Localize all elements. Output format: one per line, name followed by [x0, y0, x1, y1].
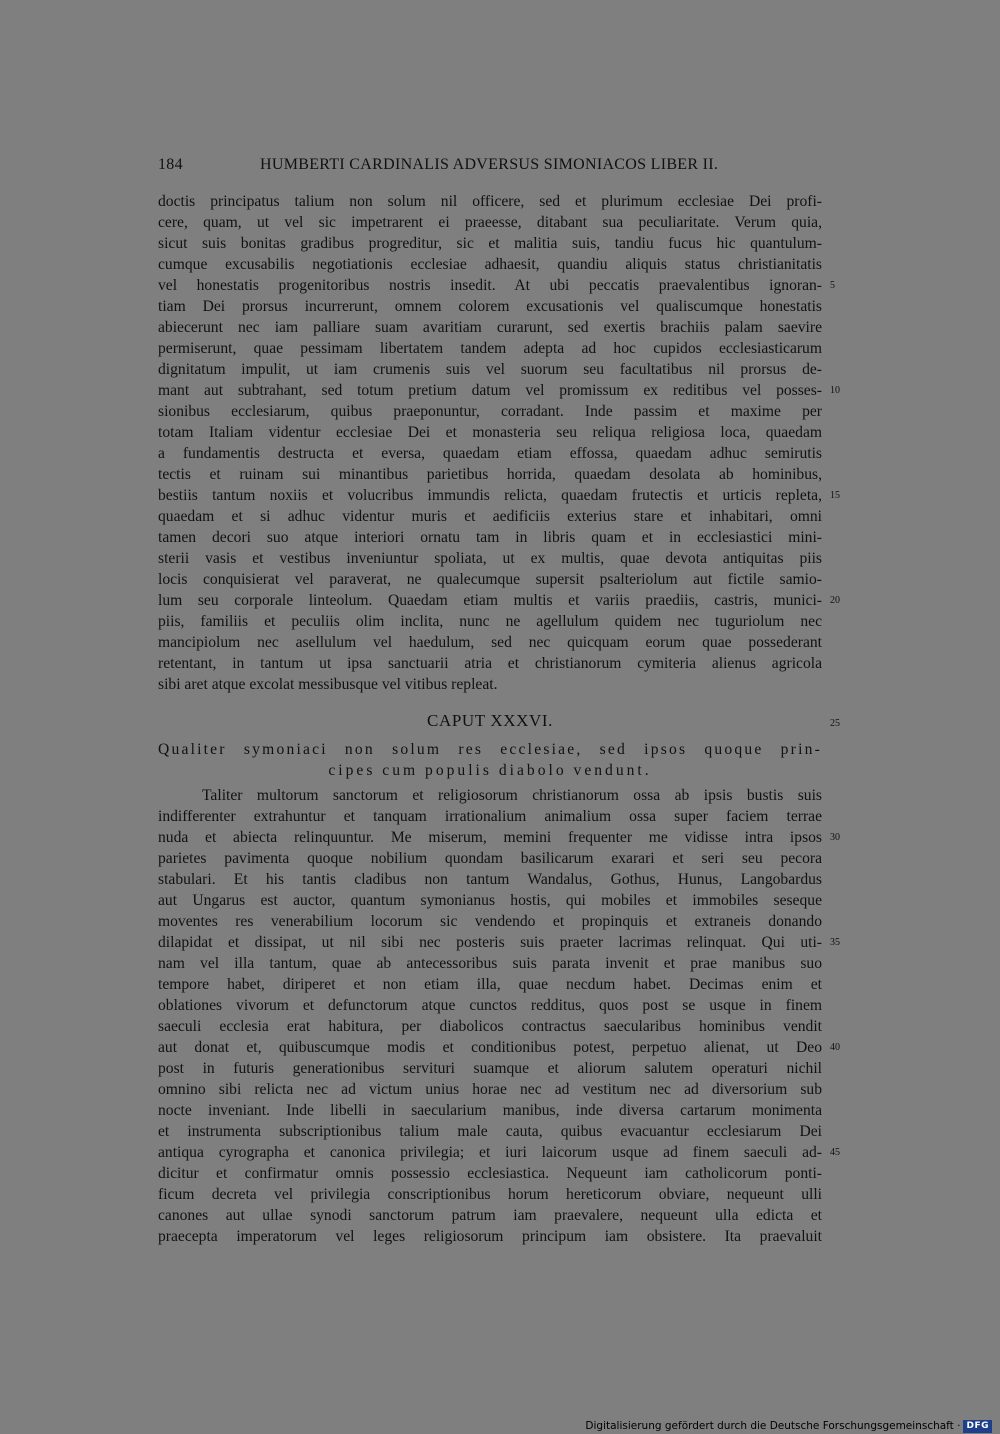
line-number: 35 [830, 937, 840, 948]
text-line: retentant, in tantum ut ipsa sanctuarii atria et christianorum cymiteria alienus agricola [158, 655, 822, 672]
text-line: indifferenter extrahuntur et tanquam irrationalium animalium ossa super faciem terrae [158, 808, 822, 825]
line-number: 40 [830, 1042, 840, 1053]
line-number: 15 [830, 490, 840, 501]
text-line: nocte inveniant. Inde libelli in saecularium manibus, inde diversa cartarum monimenta [158, 1102, 822, 1119]
text-line: abiecerunt nec iam palliare suam avaritiam curarunt, sed exertis brachiis palam saevire [158, 319, 822, 336]
line-number: 10 [830, 385, 840, 396]
chapter-subtitle: Qualiter symoniaci non solum res ecclesiae, sed ipsos quoque prin- [158, 741, 822, 758]
line-number: 30 [830, 832, 840, 843]
text-line: moventes res venerabilium locorum sic vendendo et propinquis et extraneis donando [158, 913, 822, 930]
text-line: doctis principatus talium non solum nil officere, sed et plurimum ecclesiae Dei profi- [158, 193, 822, 210]
text-line: parietes pavimenta quoque nobilium quondam basilicarum exarari et seri seu pecora [158, 850, 822, 867]
line-number: 20 [830, 595, 840, 606]
text-line: cumque excusabilis negotiationis ecclesiae adhaesit, quandiu aliquis status christianitatis [158, 256, 822, 273]
text-line: nuda et abiecta relinquuntur. Me miserum, memini frequenter me vidisse intra ipsos [158, 829, 822, 846]
text-line: a fundamentis destructa et eversa, quaedam etiam effossa, quaedam adhuc semirutis [158, 445, 822, 462]
text-line: saeculi ecclesia erat habitura, per diabolicos contractus saecularibus hominibus vendit [158, 1018, 822, 1035]
text-line: totam Italiam videntur ecclesiae Dei et monasteria seu reliqua religiosa loca, quaedam [158, 424, 822, 441]
text-line: sionibus ecclesiarum, quibus praeponuntur, corradant. Inde passim et maxime per [158, 403, 822, 420]
text-line: tamen decori suo atque interiori ornatu tam in libris quam et in ecclesiastici mini- [158, 529, 822, 546]
text-line: ficum decreta vel privilegia conscriptionibus horum hereticorum obviare, nequeunt ulli [158, 1186, 822, 1203]
text-line: nam vel illa tantum, quae ab antecessoribus suis parata invenit et prae manibus suo [158, 955, 822, 972]
text-line: dicitur et confirmatur omnis possessio ecclesiastica. Nequeunt iam catholicorum ponti- [158, 1165, 822, 1182]
text-line: Taliter multorum sanctorum et religiosorum christianorum ossa ab ipsis bustis suis [202, 787, 822, 804]
text-line: permiserunt, quae pessimam libertatem tandem adepta ad hoc cupidos ecclesiasticarum [158, 340, 822, 357]
text-line: tempore habet, diriperet et non etiam illa, quae necdum habet. Decimas enim et [158, 976, 822, 993]
text-line: post in futuris generationibus servituri suamque et aliorum salutem operaturi nichil [158, 1060, 822, 1077]
page-number: 184 [158, 156, 183, 173]
text-line: antiqua cyrographa et canonica privilegia; et iuri laicorum usque ad finem saeculi ad- [158, 1144, 822, 1161]
chapter-subtitle: cipes cum populis diabolo vendunt. [328, 762, 652, 779]
text-line: bestiis tantum noxiis et volucribus immundis relicta, quaedam frutectis et urticis repleta, [158, 487, 822, 504]
text-line: locis conquisierat vel paraverat, ne qualecumque supersit psalteriolum aut fictile samio- [158, 571, 822, 588]
text-line: sterii vasis et vestibus inveniuntur spoliata, ut ex multis, quae devota antiquitas piis [158, 550, 822, 567]
text-line: mancipiolum nec asellulum vel haedulum, sed nec quicquam eorum quae possederant [158, 634, 822, 651]
text-line: tectis et ruinam sui minantibus parietibus horrida, quaedam desolata ab hominibus, [158, 466, 822, 483]
text-line: aut Ungarus est auctor, quantum symonianus hostis, qui mobiles et immobiles seseque [158, 892, 822, 909]
text-line: mant aut subtrahant, sed totum pretium datum vel promissum ex reditibus vel posses- [158, 382, 822, 399]
text-line: tiam Dei prorsus incurrerunt, omnem colorem excusationis vel qualiscumque honestatis [158, 298, 822, 315]
text-line: sicut suis bonitas gradibus progreditur, sic et malitia suis, tandiu fucus hic quantulum- [158, 235, 822, 252]
text-line: canones aut ullae synodi sanctorum patrum iam praevalere, nequeunt ulla edicta et [158, 1207, 822, 1224]
page-header [158, 156, 822, 178]
text-line: vel honestatis progenitoribus nostris insedit. At ubi peccatis praevalentibus ignoran- [158, 277, 822, 294]
text-line: omnino sibi relicta nec ad victum unius horae nec ad vestitum nec ad diversorium sub [158, 1081, 822, 1098]
text-line: sibi aret atque excolat messibusque vel vitibus repleat. [158, 676, 498, 693]
text-line: cere, quam, ut vel sic impetrarent ei praeesse, ditabant sua peculiaritate. Verum quia, [158, 214, 822, 231]
footer-credit [585, 1418, 992, 1434]
text-line: praecepta imperatorum vel leges religiosorum principum iam obsistere. Ita praevaluit [158, 1228, 822, 1245]
text-line: lum seu corporale linteolum. Quaedam etiam multis et variis praediis, castris, munici- [158, 592, 822, 609]
text-line: et instrumenta subscriptionibus talium male cauta, quibus evacuantur ecclesiarum Dei [158, 1123, 822, 1140]
text-line: quaedam et si adhuc videntur muris et aedificiis exterius stare et inhabitari, omni [158, 508, 822, 525]
text-line: stabulari. Et his tantis cladibus non tantum Wandalus, Gothus, Hunus, Langobardus [158, 871, 822, 888]
text-line: dignitatum impulit, ut iam crumenis suis vel suorum seu facultatibus nil prorsus de- [158, 361, 822, 378]
text-line: piis, familiis et peculiis olim inclita, nunc ne agellulum quidem nec tuguriolum nec [158, 613, 822, 630]
line-number: 5 [830, 280, 835, 291]
text-line: oblationes vivorum et defunctorum atque cunctos redditus, quos post se usque in finem [158, 997, 822, 1014]
line-number: 45 [830, 1147, 840, 1158]
text-line: dilapidat et dissipat, ut nil sibi nec posteris suis praeter lacrimas relinquat. Qui uti- [158, 934, 822, 951]
dfg-logo: DFG [963, 1420, 992, 1433]
text-line: aut donat et, quibuscumque modis et conditionibus potest, perpetuo alienat, ut Deo [158, 1039, 822, 1056]
footer-credit-text: Digitalisierung gefördert durch die Deutsche Forschungsgemeinschaft · [585, 1420, 961, 1432]
running-title: HUMBERTI CARDINALIS ADVERSUS SIMONIACOS LIBER II. [260, 156, 719, 173]
chapter-title: CAPUT XXXVI. [427, 711, 553, 730]
line-number: 25 [830, 718, 840, 729]
